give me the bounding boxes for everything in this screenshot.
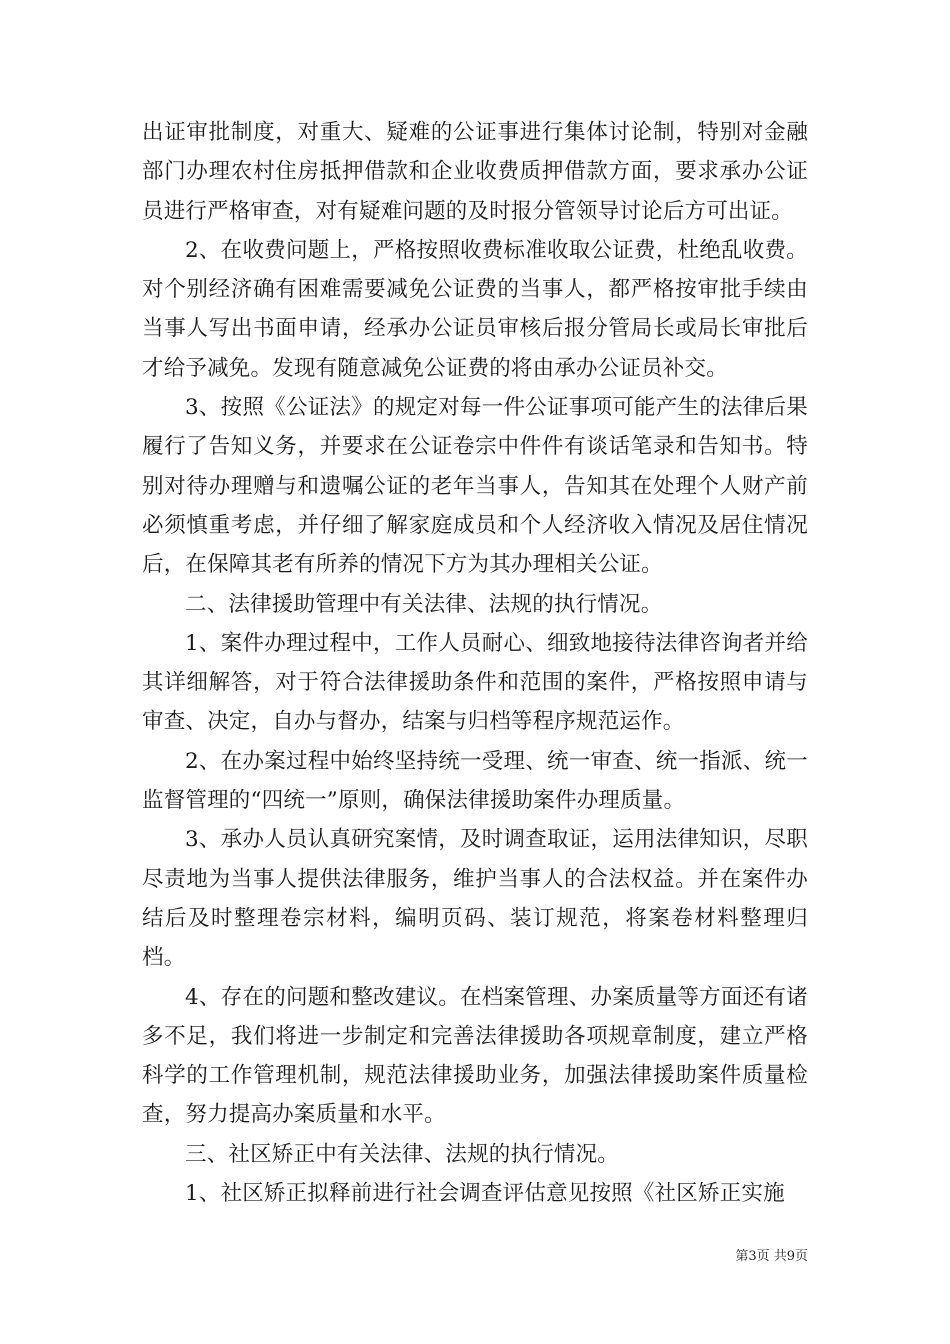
document-body xyxy=(142,113,808,1213)
page-number: 第3页 共9页 xyxy=(735,1249,808,1264)
paragraph: 4、存在的问题和整改建议。在档案管理、办案质量等方面还有诸多不足，我们将进一步制定和完善法律援助各项规章制度，建立严格科学的工作管理机制，规范法律援助业务，加强法律援助案件质量检查，努力提高办案质量和水平。 xyxy=(142,984,808,1128)
paragraph: 1、案件办理过程中，工作人员耐心、细致地接待法律咨询者并给其详细解答，对于符合法律援助条件和范围的案件，严格按照申请与审查、决定，自办与督办，结案与归档等程序规范运作。 xyxy=(142,630,808,735)
paragraph: 3、按照《公证法》的规定对每一件公证事项可能产生的法律后果履行了告知义务，并要求在公证卷宗中件件有谈话笔录和告知书。特别对待办理赠与和遗嘱公证的老年当事人，告知其在处理个人财产前必须慎重考虑，并仔细了解家庭成员和个人经济收入情况及居住情况后，在保障其老有所养的情况下方为其办理相关公证。 xyxy=(142,395,808,578)
paragraph: 出证审批制度，对重大、疑难的公证事进行集体讨论制，特别对金融部门办理农村住房抵押借款和企业收费质押借款方面，要求承办公证员进行严格审查，对有疑难问题的及时报分管领导讨论后方可出证。 xyxy=(142,120,808,224)
section-heading: 二、法律援助管理中有关法律、法规的执行情况。 xyxy=(185,591,663,617)
paragraph: 3、承办人员认真研究案情，及时调查取证，运用法律知识，尽职尽责地为当事人提供法律服务，维护当事人的合法权益。并在案件办结后及时整理卷宗材料，编明页码、装订规范，将案卷材料整理归档。 xyxy=(142,827,808,971)
section-heading: 三、社区矫正中有关法律、法规的执行情况。 xyxy=(185,1141,620,1167)
paragraph: 1、社区矫正拟释前进行社会调查评估意见按照《社区矫正实施 xyxy=(185,1181,785,1207)
paragraph: 2、在办案过程中始终坚持统一受理、统一审查、统一指派、统一监督管理的“四统一”原则，确保法律援助案件办理质量。 xyxy=(142,748,808,814)
paragraph: 2、在收费问题上，严格按照收费标准收取公证费，杜绝乱收费。对个别经济确有困难需要减免公证费的当事人，都严格按审批手续由当事人写出书面申请，经承办公证员审核后报分管局长或局长审批后才给予减免。发现有随意减免公证费的将由承办公证员补交。 xyxy=(142,237,808,381)
